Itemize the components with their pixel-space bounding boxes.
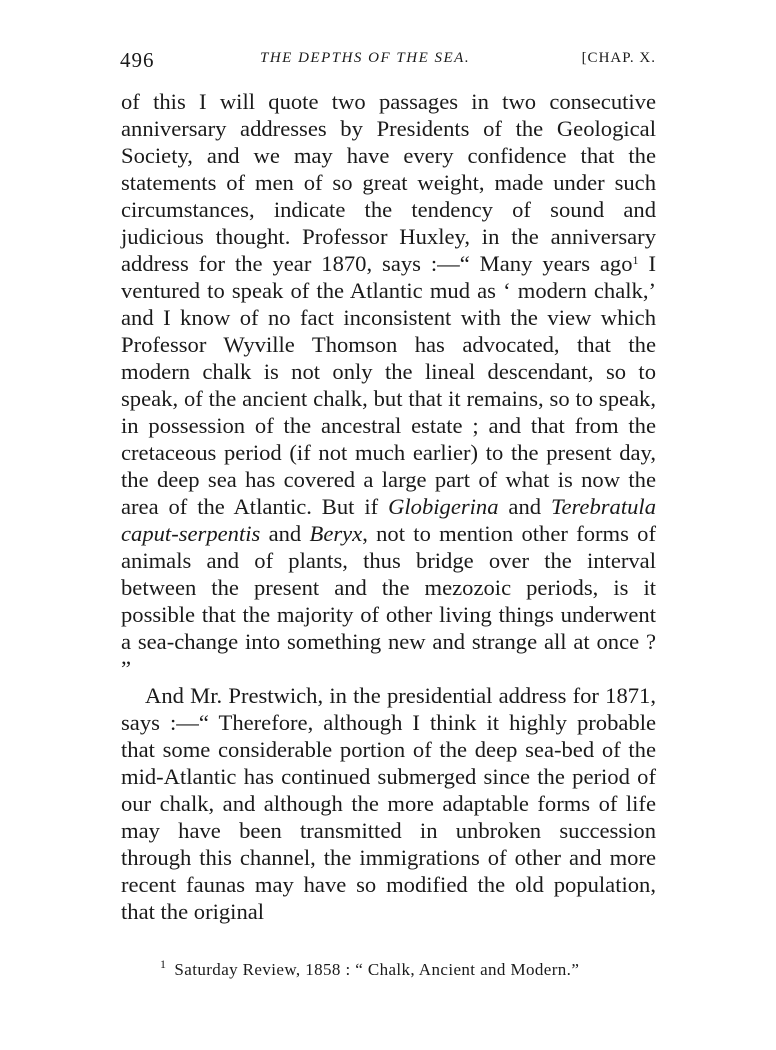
paragraph-2: And Mr. Prestwich, in the presidential address for 1871, says :—“ Therefore, although I think it highly probable that some considerable portion of the deep sea-bed of the mid-Atlantic has continued submerged since the period of our chalk, and although the more adaptable forms of life may have been transmitted in unbroken succession through this channel, the immigrations of other and more recent faunas may have so modified the old population, that the original (121, 683, 656, 924)
footnote-reference: 1 (632, 253, 639, 267)
page-number: 496 (120, 48, 155, 72)
footnote-marker: 1 (160, 957, 167, 971)
taxon-globigerina: Globigerina (388, 494, 499, 519)
paragraph-1-text-b: I ventured to speak of the Atlantic mud as ‘ modern chalk,’ and I know of no fact inconsistent with the view which Professor Wyville Thomson has advocated, that the modern chalk is not only the lineal descendant, so to speak, of the ancient chalk, but that it remains, so to speak, in possession of the ancestral estate ; and that from the cretaceous period (if not much earlier) to the present day, the deep sea has covered a large part of what is now the area of the Atlantic. But if (121, 251, 656, 519)
footnote (160, 957, 660, 980)
running-title: THE DEPTHS OF THE SEA. (260, 50, 471, 66)
paragraph-1-text-d: and (260, 521, 310, 546)
taxon-terebratula: Terebratula caput-serpentis (121, 494, 656, 546)
paragraph-1-text-c: and (498, 494, 551, 519)
paragraph-1-text-e: , not to mention other forms of animals and of plants, thus bridge over the interval between the present and the mezozoic periods, is it possible that the majority of other living things underwent a sea-change into something new and strange all at once ? ” (121, 521, 656, 681)
paragraph-1 (121, 88, 656, 682)
footnote-text: Saturday Review, 1858 : “ Chalk, Ancient and Modern.” (174, 960, 580, 979)
paragraph-1-text-a: of this I will quote two passages in two consecutive anniversary addresses by Presidents of the Geological Society, and we may have every confidence that the statements of men of so great weight, made under such circumstances, indicate the tendency of sound and judicious thought. Professor Huxley, in the anniversary address for the year 1870, says :—“ Many years ago (121, 89, 656, 276)
chapter-reference: [CHAP. X. (581, 50, 656, 66)
taxon-beryx: Beryx (309, 521, 363, 546)
body-text (121, 88, 656, 925)
running-head (120, 48, 656, 72)
